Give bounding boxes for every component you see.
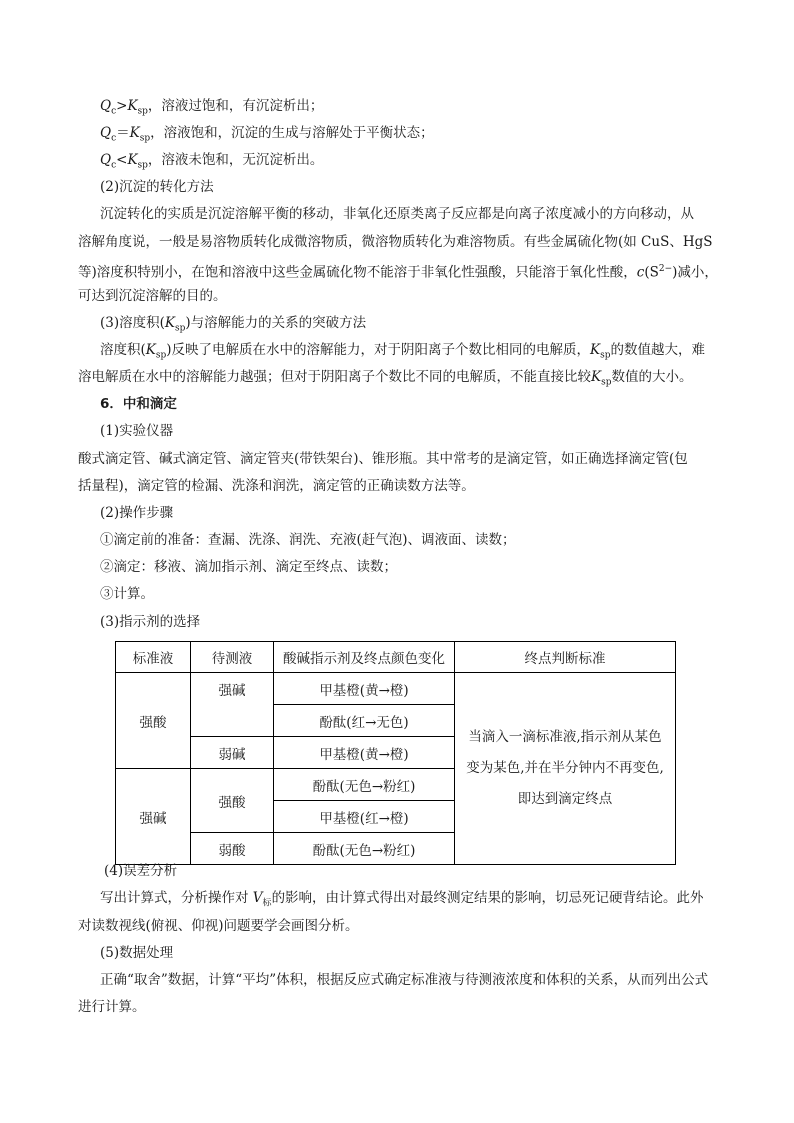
heading-ksp-method: (3)溶度积$(K_{sp})$与溶解能力的关系的突破方法: [100, 315, 367, 334]
para-conversion-4: 可达到沉淀溶解的目的。: [78, 288, 227, 304]
table-cell-indicator: 甲基橙(黄→橙): [274, 673, 455, 705]
table-cell-indicator: 甲基橙(红→橙): [274, 801, 455, 833]
table-cell-indicator: 酚酞(红→无色): [274, 705, 455, 737]
table-header: 酸碱指示剂及终点颜色变化: [274, 642, 455, 673]
table-cell-sample: 弱酸: [191, 833, 274, 865]
q-less-line: $Q_c<K_{sp}$，溶液未饱和，无沉淀析出。: [100, 152, 324, 171]
table-header: 待测液: [191, 642, 274, 673]
para-error-2: 对读数视线(俯视、仰视)问题要学会画图分析。: [78, 918, 359, 934]
para-instruments-2: 括量程)，滴定管的检漏、洗涤和润洗，滴定管的正确读数方法等。: [78, 478, 475, 494]
para-ksp-2: 溶电解质在水中的溶解能力越强；但对于阴阳离子个数比不同的电解质，不能直接比较$K_{sp}$数值的大小。: [78, 369, 693, 388]
heading-error-analysis: (4)误差分析: [104, 863, 178, 879]
heading-steps: (2)操作步骤: [100, 505, 174, 521]
table-cell-indicator: 酚酞(无色→粉红): [274, 769, 455, 801]
para-data-1: 正确“取舍”数据，计算“平均”体积，根据反应式确定标准液与待测液浓度和体积的关系，从而列出公式: [100, 972, 709, 988]
table-header: 标准液: [116, 642, 191, 673]
table-header: 终点判断标准: [455, 642, 676, 673]
para-error-1: 写出计算式，分析操作对 $V_标$的影响，由计算式得出对最终测定结果的影响，切忌死记硬背结论。此外: [100, 890, 704, 909]
table-cell-standard-base: 强碱: [116, 769, 191, 865]
step-3: ③计算。: [100, 586, 154, 602]
table-cell-sample: 强酸: [191, 769, 274, 833]
heading-instruments: (1)实验仪器: [100, 423, 174, 439]
para-data-2: 进行计算。: [78, 999, 146, 1015]
para-conversion-2: 溶解角度说，一般是易溶物质转化成微溶物质，微溶物质转化为难溶物质。有些金属硫化物(如 CuS、HgS: [78, 234, 713, 250]
table-cell-indicator: 酚酞(无色→粉红): [274, 833, 455, 865]
table-cell-standard-acid: 强酸: [116, 673, 191, 769]
table-cell-sample: 弱碱: [191, 737, 274, 769]
heading-data-processing: (5)数据处理: [100, 945, 174, 961]
step-2: ②滴定：移液、滴加指示剂、滴定至终点、读数；: [100, 559, 397, 575]
table-cell-endpoint-criteria: 当滴入一滴标准液,指示剂从某色 变为某色,并在半分钟内不再变色, 即达到滴定终点: [455, 673, 676, 865]
table-cell-sample: 强碱: [191, 673, 274, 737]
step-1: ①滴定前的准备：查漏、洗涤、润洗、充液(赶气泡)、调液面、读数；: [100, 532, 516, 548]
indicator-table: [115, 641, 676, 865]
heading-indicator-choice: (3)指示剂的选择: [100, 614, 201, 630]
para-ksp-1: 溶度积$(K_{sp})$反映了电解质在水中的溶解能力，对于阴阳离子个数比相同的电解质，$K_{sp}$的数值越大，难: [100, 342, 706, 361]
section-titration-heading: 6．中和滴定: [100, 396, 177, 412]
para-conversion-1: 沉淀转化的实质是沉淀溶解平衡的移动，非氧化还原类离子反应都是向离子浓度减小的方向移动，从: [100, 206, 694, 222]
heading-conversion-method: (2)沉淀的转化方法: [100, 179, 214, 195]
q-greater-line: $Q_c>K_{sp}$，溶液过饱和，有沉淀析出；: [100, 98, 324, 117]
para-instruments-1: 酸式滴定管、碱式滴定管、滴定管夹(带铁架台)、锥形瓶。其中常考的是滴定管，如正确选择滴定管(包: [78, 451, 688, 467]
para-conversion-3: 等)溶度积特别小，在饱和溶液中这些金属硫化物不能溶于非氧化性强酸，只能溶于氧化性酸，$c(S^{2-})$减小，: [78, 264, 718, 281]
table-cell-indicator: 甲基橙(黄→橙): [274, 737, 455, 769]
q-equal-line: $Q_c=K_{sp}$，溶液饱和，沉淀的生成与溶解处于平衡状态；: [100, 125, 434, 144]
